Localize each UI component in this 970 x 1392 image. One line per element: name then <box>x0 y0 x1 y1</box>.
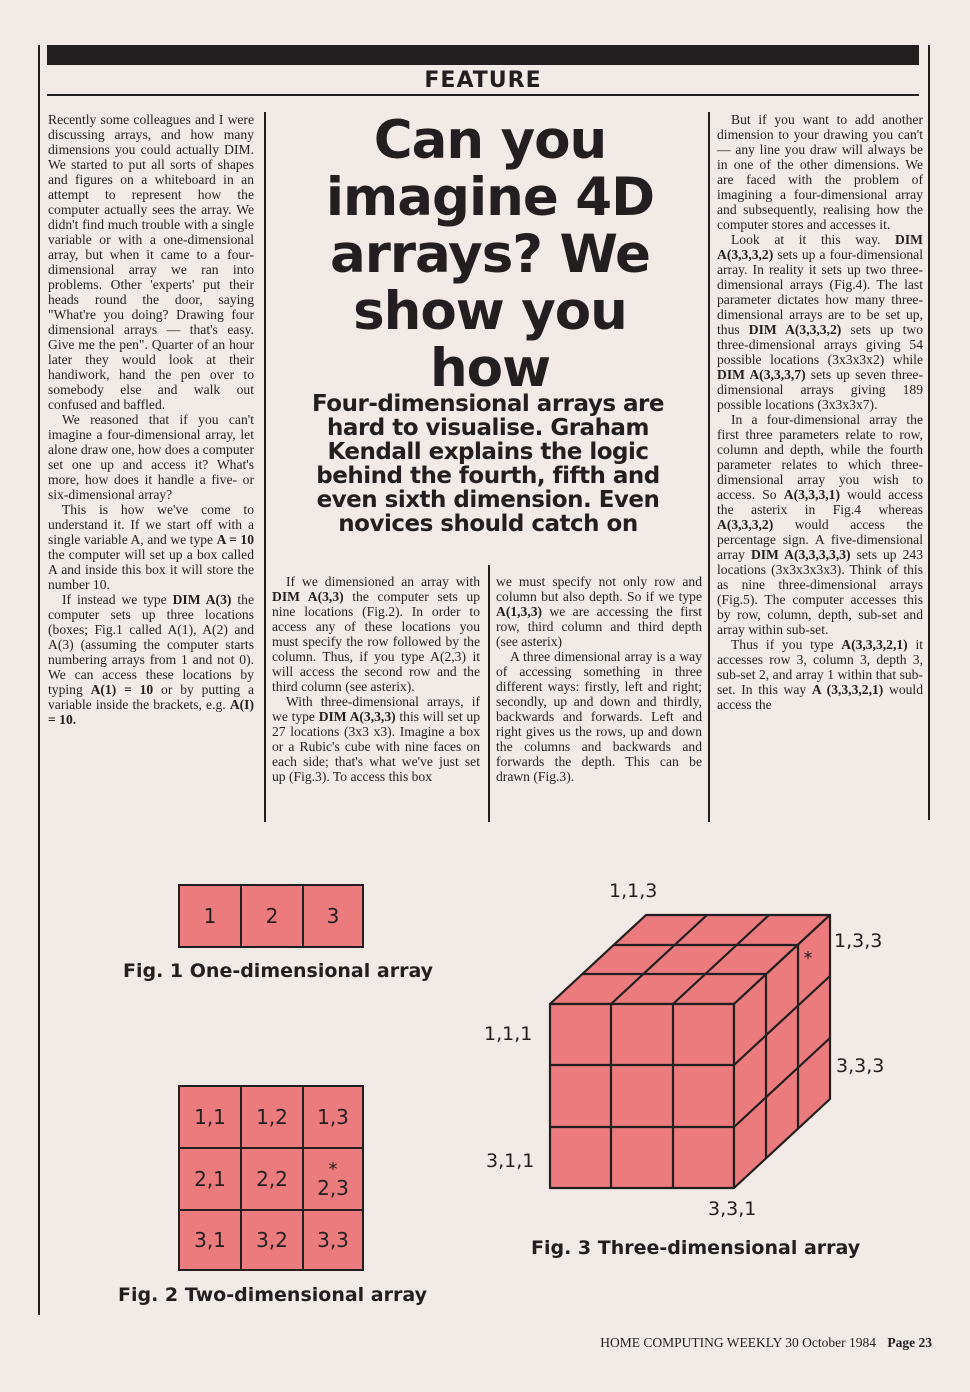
asterisk-marker: * <box>803 948 813 969</box>
column-rule-1 <box>264 112 266 822</box>
cube-label-1-3-3: 1,3,3 <box>834 930 883 952</box>
array-cell: 1,2 <box>240 1085 304 1149</box>
cube-label-1-1-1: 1,1,1 <box>484 1023 533 1045</box>
cube-label-3-1-1: 3,1,1 <box>486 1150 535 1172</box>
paragraph: If we dimensioned an array with DIM A(3,3) the computer sets up nine locations (Fig.2). In order to access any of these locations you must specify the row followed by the column. Thus, if you type A(2,3) it will access the second row and the third column (see asterix). <box>272 574 480 694</box>
paragraph: Look at it this way. DIM A(3,3,3,2) sets up a four-dimensional array. In reality it sets up two three-dimensional arrays (Fig.4). The last parameter dictates how many three-dimensional arrays are to be set up, thus DIM A(3,3,3,2) sets up two three-dimensional arrays giving 54 possible locations (3x3x3x2) while DIM A(3,3,3,7) sets up seven three-dimensional arrays giving 189 possible locations (3x3x3x7). <box>717 232 923 412</box>
fig3-cube-diagram <box>540 900 840 1200</box>
cube-label-1-1-3: 1,1,3 <box>609 880 658 902</box>
section-title: FEATURE <box>424 68 542 93</box>
footer-publication: HOME COMPUTING WEEKLY 30 October 1984 <box>600 1335 876 1350</box>
page-number: Page 23 <box>887 1335 932 1350</box>
cube-label-3-3-3: 3,3,3 <box>836 1055 885 1077</box>
article-column-3 <box>496 574 702 784</box>
paragraph: But if you want to add another dimension to your drawing you can't — any line you draw will always be in one of the other dimensions. We are faced with the problem of imagining a four-dimensional array and subsequently, realising how the computer stores and accesses it. <box>717 112 923 232</box>
paragraph: Thus if you type A(3,3,3,2,1) it accesses row 3, column 3, depth 3, sub-set 2, and array 1 within that sub-set. In this way A (3,3,3,2,1) would access the <box>717 637 923 712</box>
asterisk-marker: * <box>328 1159 338 1180</box>
fig3-caption: Fig. 3 Three-dimensional array <box>531 1237 861 1259</box>
array-cell: 2 <box>240 884 304 948</box>
cube-front-face <box>550 1004 734 1188</box>
array-cell: 2,1 <box>178 1147 242 1211</box>
array-cell: 2,2 <box>240 1147 304 1211</box>
array-cell: 3,1 <box>178 1209 242 1271</box>
paragraph: We reasoned that if you can't imagine a four-dimensional array, let alone draw one, how does a computer set one up and access it? What's more, how does it handle a five- or six-dimensional array? <box>48 412 254 502</box>
article-column-4 <box>717 112 923 712</box>
paragraph: we must specify not only row and column but also depth. So if we type A(1,3,3) we are accessing the first row, third column and third depth (see asterix) <box>496 574 702 649</box>
fig2-two-dimensional-array <box>178 1085 364 1271</box>
array-cell-marked <box>302 1147 364 1211</box>
array-cell: 1,1 <box>178 1085 242 1149</box>
article-column-2 <box>272 574 480 784</box>
fig1-caption: Fig. 1 One-dimensional array <box>123 960 434 982</box>
column-rule-3 <box>708 112 710 822</box>
right-border <box>928 45 930 820</box>
standfirst: Four-dimensional arrays are hard to visualise. Graham Kendall explains the logic behind the fourth, fifth and even sixth dimension. Even novices should catch on <box>312 391 664 537</box>
column-rule-2 <box>488 565 490 822</box>
array-cell: 1,3 <box>302 1085 364 1149</box>
paragraph: Recently some colleagues and I were discussing arrays, and how many dimensions you could actually DIM. We started to put all sorts of shapes and figures on a whiteboard in an attempt to represent how the computer actually sees the array. We didn't find much trouble with a single variable or with a one-dimensional array, but when it came to a four-dimensional array we ran into problems. Other 'experts' put their heads round the door, saying "What're you doing? Drawing four dimensional arrays — that's easy. Give me the pen". Quarter of an hour later they would look at their handiwork, hand the pen over to somebody else and walk out confused and baffled. <box>48 112 254 412</box>
paragraph: This is how we've come to understand it. If we start off with a single variable A, and we type A = 10 the computer will set up a box called A and inside this box it will store the number 10. <box>48 502 254 592</box>
paragraph: In a four-dimensional array the first three parameters relate to row, column and depth, while the fourth parameter relates to which three-dimensional array you wish to access. So A(3,3,3,1) would access the asterix in Fig.4 whereas A(3,3,3,2) would access the percentage sign. A five-dimensional array DIM A(3,3,3,3,3) sets up 243 locations (3x3x3x3x3). Think of this as nine three-dimensional arrays (Fig.5). The computer accesses this by row, column, depth, sub-set and array within sub-set. <box>717 412 923 637</box>
fig2-caption: Fig. 2 Two-dimensional array <box>118 1284 427 1306</box>
headline: Can you imagine 4D arrays? We show you how <box>325 110 655 399</box>
header-bar <box>47 45 919 65</box>
left-border <box>38 45 40 1315</box>
array-cell: 3 <box>302 884 364 948</box>
paragraph: If instead we type DIM A(3) the computer sets up three locations (boxes; Fig.1 called A(1), A(2) and A(3) (assuming the computer starts numbering arrays from 1 and not 0). We can access these locations by typing A(1) = 10 or by putting a variable inside the brackets, e.g. A(I) = 10. <box>48 592 254 727</box>
array-cell: 3,2 <box>240 1209 304 1271</box>
paragraph: A three dimensional array is a way of accessing something in three different ways: firstly, left and right; secondly, up and down and thirdly, backwards and forwards. Left and right gives us the rows, up and down the columns and backwards and forwards the depth. This can be drawn (Fig.3). <box>496 649 702 784</box>
paragraph: With three-dimensional arrays, if we type DIM A(3,3,3) this will set up 27 locations (3x3 x3). Imagine a box or a Rubic's cube with nine faces on each side; that's what we've just set up (Fig.3). To access this box <box>272 694 480 784</box>
header-rule <box>47 94 919 96</box>
array-cell: 3,3 <box>302 1209 364 1271</box>
page-footer <box>600 1335 932 1351</box>
fig1-one-dimensional-array <box>178 884 364 948</box>
cube-label-3-3-1: 3,3,1 <box>708 1198 757 1220</box>
array-cell: 1 <box>178 884 242 948</box>
article-column-1 <box>48 112 254 727</box>
cell-label: 2,3 <box>317 1176 349 1200</box>
